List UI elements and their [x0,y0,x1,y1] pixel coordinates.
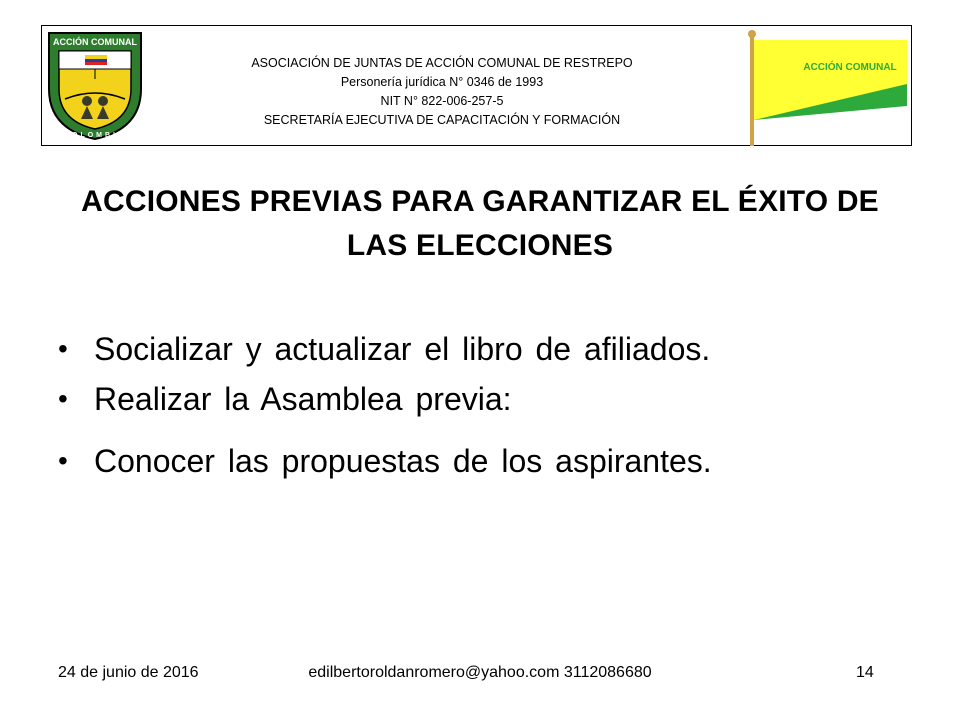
list-item [58,438,918,484]
flag-text: ACCIÓN COMUNAL [803,62,897,73]
legal-registration: Personería jurídica N° 0346 de 1993 [340,75,544,89]
list-item [58,376,918,422]
bullet-text: Conocer las propuestas de los aspirantes. [94,443,712,479]
slide-title: ACCIONES PREVIAS PARA GARANTIZAR EL ÉXITO DE LAS ELECCIONES [81,185,879,262]
accion-comunal-shield-logo [45,29,145,143]
accion-comunal-flag-icon [742,28,908,146]
logo-text-bottom: COLOMBIA [63,132,127,139]
bullet-text: Socializar y actualizar el libro de afiliados. [94,331,711,367]
list-item [58,326,918,372]
logo-text-top: ACCIÓN COMUNAL [53,37,137,47]
bullet-glyph: • [58,445,68,476]
footer-date: 24 de junio de 2016 [58,664,199,681]
bullet-glyph: • [58,333,68,364]
header-box [41,25,912,146]
bullet-glyph: • [58,383,68,414]
org-name: ASOCIACIÓN DE JUNTAS DE ACCIÓN COMUNAL DE RESTREPO [251,56,633,70]
footer-contact: edilbertoroldanromero@yahoo.com 3112086680 [308,664,652,681]
header-text-block [182,54,702,130]
bullet-text: Realizar la Asamblea previa: [94,381,512,417]
secretariat-name: SECRETARÍA EJECUTIVA DE CAPACITACIÓN Y FORMACIÓN [263,113,621,127]
nit-number: NIT N° 822-006-257-5 [380,94,504,108]
bullet-list [58,326,918,484]
page-number: 14 [856,664,874,681]
